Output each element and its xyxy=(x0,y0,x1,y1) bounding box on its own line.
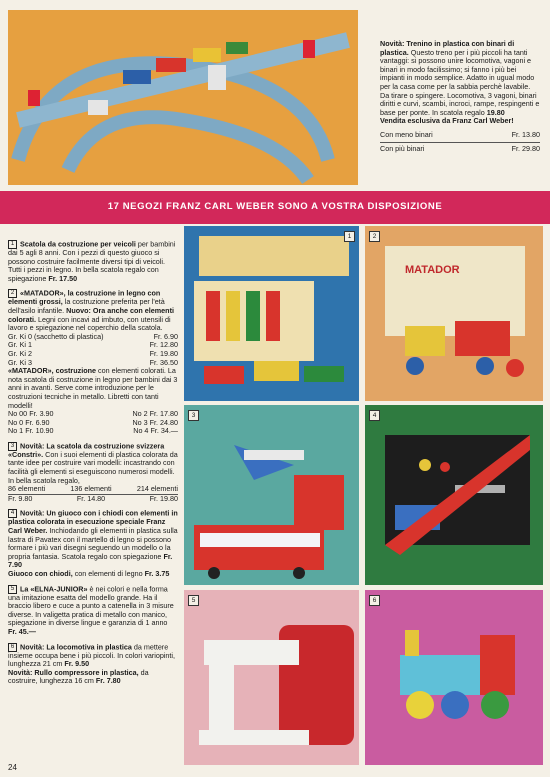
photo-tag: 4 xyxy=(369,410,380,421)
photo-tag: 6 xyxy=(369,595,380,606)
photo-vehicle-kit xyxy=(184,226,359,401)
train-exclusive: Vendita esclusiva da Franz Carl Weber! xyxy=(380,116,514,126)
item-2: 2 «MATADOR», la costruzione in legno con elementi grossi, la costruzione preferita per l'età dell'asilo infantile. Nuovo: Ora anche con elementi colorati. Legni con incavi ad imbuto, con utensili di lavoro e spiegazione nel coperchio della scatola. Gr. Ki 0 (sacchetto di plastica) Fr. 6.90 Gr. Ki 1 Fr. 12.80 Gr. Ki 2 Fr. 19.80 Gr. Ki 3 Fr. 36.50 «MATADOR», costruzione con elementi colorati. La nota scatola di costruzione in legno per bambini dai 3 anni in avanti. Serve come introduzione per le costruzioni tecniche in metallo. Libretti con tanti modelli! No 00 Fr. 3.90 No 2 Fr. 17.80 No 0 Fr. 6.90 No 3 Fr. 24.80 No 1 Fr. 10.90 No 4 Fr. 34.— xyxy=(8,288,178,436)
item-list xyxy=(8,240,178,686)
train-body: Questo treno per i più piccoli ha tanti vantaggi: si possono unire locomotiva, vagoni e binari in modo facilissimo; si fanno i più bei impianti in modo semplice. Adatto in ugual modo per la casa come per la sabbia perchè lavabile. Da tirare o spingere. Locomotiva, 3 vagoni, binari diritti e curvi, scambi, incroci, rampe, respingenti e base per ponte. In scatola regalo xyxy=(380,47,540,117)
train-description xyxy=(380,40,540,153)
banner: 17 NEGOZI FRANZ CARL WEBER SONO A VOSTRA DISPOSIZIONE xyxy=(0,191,550,224)
page-number: 24 xyxy=(8,763,17,772)
photo-matador xyxy=(365,226,543,401)
train-photo xyxy=(8,10,358,185)
train-title: Novità: Trenino in plastica con binari di plastica. xyxy=(380,39,515,57)
item-4: 4 Novità: Un giuoco con i chiodi con elementi in plastica colorata in esecuzione speciale Franz Carl Weber. Inchiodando gli elementi in plastica sulla lastra di Pavatex con il martello di legno si possono formare i più vari disegni seguendo un modello o la propria fantasia. Scatola regalo con spiegazione Fr. 7.90 Giuoco con chiodi, con elementi di legno Fr. 3.75 xyxy=(8,508,178,578)
item-3: 3 Novità: La scatola da costruzione svizzera «Constri». Con i suoi elementi di plastica colorata da tante idee per costruire vari modelli: incastrando con facilità gli elementi si eseguiscono numerosi modelli. In bella scatola regalo, 86 elementi 136 elementi 214 elementi Fr. 9.80 Fr. 14.80 Fr. 19.80 xyxy=(8,441,178,503)
item-6: 6 Novità: La locomotiva in plastica da mettere insieme occupa bene i più piccoli. In colori variopinti, lunghezza 21 cm Fr. 9.50 Novità: Rullo compressore in plastica, da costruire, lunghezza 16 cm Fr. 7.80 xyxy=(8,641,175,686)
photo-tag: 2 xyxy=(369,231,380,242)
photo-nail-game xyxy=(365,405,543,585)
photo-sewing-machine xyxy=(184,590,359,765)
photo-tag: 1 xyxy=(344,231,355,242)
photo-locomotive xyxy=(365,590,543,765)
option-row: Con più binari Fr. 29.80 xyxy=(380,143,540,153)
train-price: 19.80 xyxy=(486,107,505,117)
option-row: Con meno binari Fr. 13.80 xyxy=(380,129,540,139)
matador-box-label: MATADOR xyxy=(405,264,460,276)
item-1: 1 Scatola da costruzione per veicoli per bambini dai 5 agli 8 anni. Con i pezzi di questo giuoco si possono costruire facilmente diversi tipi di veicoli. Tutti i pezzi in legno. In bella scatola regalo con spiegazione Fr. 17.50 xyxy=(8,239,176,283)
photo-constri xyxy=(184,405,359,585)
item-5: 5 La «ELNA-JUNIOR» è nei colori e nella forma una imitazione esatta del modello grande. Ha il braccio libero e cuce a punto a catenella in 3 misure diverse. In valigetta pratica di metallo con manico, spiegazione in diverse lingue e garanzia di 1 anno Fr. 45.— xyxy=(8,584,174,636)
photo-tag: 3 xyxy=(188,410,199,421)
photo-tag: 5 xyxy=(188,595,199,606)
